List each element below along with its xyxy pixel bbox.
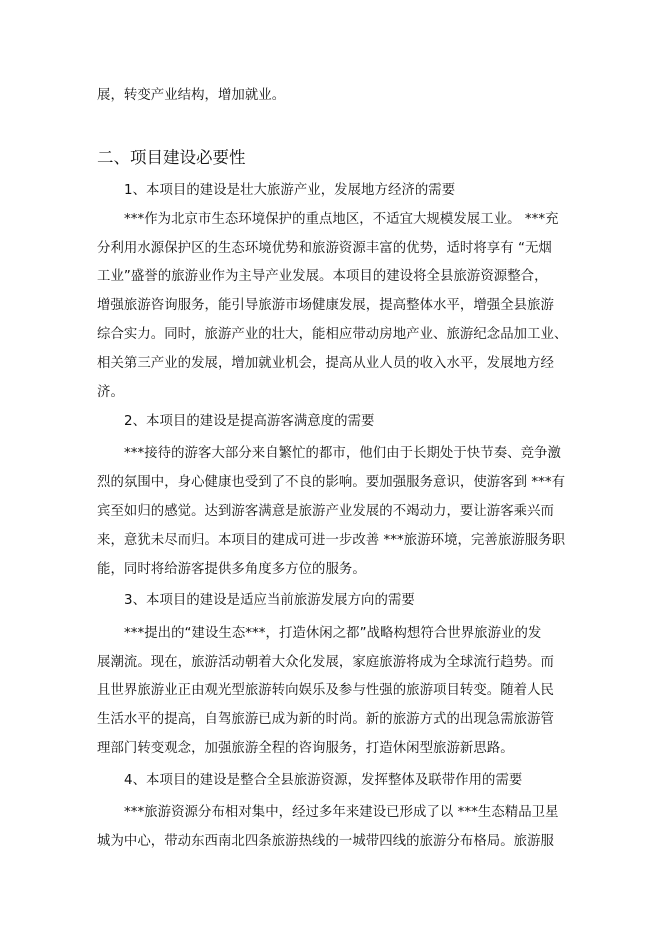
item4-title: 4、本项目的建设是整合全县旅游资源，发挥整体及联带作用的需要 bbox=[124, 773, 523, 788]
paragraph-line: 宾至如归的感觉。达到游客满意是旅游产业发展的不竭动力，要让游客乘兴而 bbox=[97, 504, 554, 519]
paragraph-line: 相关第三产业的发展，增加就业机会，提高从业人员的收入水平，发展地方经 bbox=[97, 356, 554, 371]
item2-title: 2、本项目的建设是提高游客满意度的需要 bbox=[124, 414, 375, 429]
paragraph-line: 综合实力。同时，旅游产业的壮大，能相应带动房地产业、旅游纪念品加工业、 bbox=[97, 327, 568, 342]
paragraph-line: 且世界旅游业正由观光型旅游转向娱乐及参与性强的旅游项目转变。随着人民 bbox=[97, 683, 554, 698]
paragraph-line: 来，意犹未尽而归。本项目的建成可进一步改善 ***旅游环境，完善旅游服务职 bbox=[97, 533, 566, 548]
paragraph-line: 工业”盛誉的旅游业作为主导产业发展。本项目的建设将全县旅游资源整合， bbox=[97, 269, 548, 284]
paragraph-line: 能，同时将给游客提供多角度多方位的服务。 bbox=[97, 562, 366, 577]
paragraph-line: 城为中心，带动东西南北四条旅游热线的一城带四线的旅游分布格局。旅游服 bbox=[97, 834, 554, 849]
paragraph-line: ***接待的游客大部分来自繁忙的都市，他们由于长期处于快节奏、竞争激 bbox=[124, 446, 561, 461]
item3-title: 3、本项目的建设是适应当前旅游发展方向的需要 bbox=[124, 593, 415, 608]
section-heading: 二、项目建设必要性 bbox=[97, 148, 246, 167]
top-fragment: 展，转变产业结构，增加就业。 bbox=[97, 88, 286, 103]
paragraph-line: 烈的氛围中，身心健康也受到了不良的影响。要加强服务意识，使游客到 ***有 bbox=[97, 475, 566, 490]
paragraph-line: 济。 bbox=[97, 385, 124, 400]
paragraph-line: ***提出的“建设生态***，打造休闲之都”战略构想符合世界旅游业的发 bbox=[124, 626, 542, 641]
paragraph-line: 理部门转变观念，加强旅游全程的咨询服务，打造休闲型旅游新思路。 bbox=[97, 741, 514, 756]
paragraph-line: 增强旅游咨询服务，能引导旅游市场健康发展，提高整体水平，增强全县旅游 bbox=[97, 298, 554, 313]
paragraph-line: ***作为北京市生态环境保护的重点地区，不适宜大规模发展工业。 ***充 bbox=[124, 212, 559, 227]
paragraph-line: 分利用水源保护区的生态环境优势和旅游资源丰富的优势，适时将享有 “无烟 bbox=[97, 241, 552, 256]
item1-title: 1、本项目的建设是壮大旅游产业，发展地方经济的需要 bbox=[124, 183, 456, 198]
paragraph-line: 生活水平的提高，自驾旅游已成为新的时尚。新的旅游方式的出现急需旅游管 bbox=[97, 712, 554, 727]
paragraph-line: 展潮流。现在，旅游活动朝着大众化发展，家庭旅游将成为全球流行趋势。而 bbox=[97, 655, 554, 670]
paragraph-line: ***旅游资源分布相对集中，经过多年来建设已形成了以 ***生态精品卫星 bbox=[124, 805, 559, 820]
